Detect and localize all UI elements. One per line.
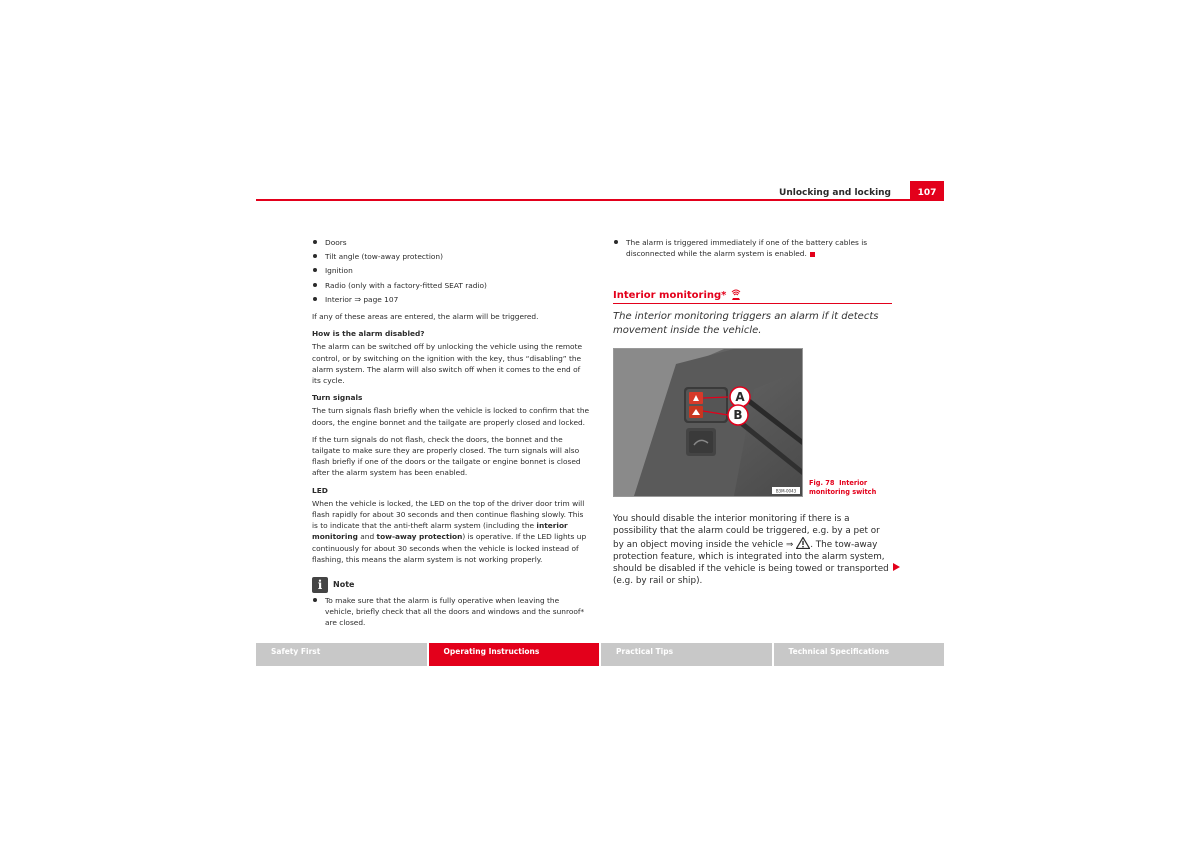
interior-monitoring-body: You should disable the interior monitoring if there is a possibility that the alarm could be triggered, e.g. by a pet or by an object moving inside the vehicle ⇒ . The tow-away protection feature, which is integrated into the alarm system, should be disabled if the vehicle is being towed or transported (e.g. by rail or ship). bbox=[613, 514, 889, 587]
turn-signals-heading: Turn signals bbox=[312, 393, 363, 403]
battery-note-list bbox=[613, 237, 893, 259]
turn-signals-text-2: If the turn signals do not flash, check the doors, the bonnet and the tailgate to make sure they are properly closed. The turn signals will also flash briefly if one of the doors or the tailgate or engine bonnet is closed after the alarm system has been enabled. bbox=[312, 434, 581, 478]
tab-operating-instructions[interactable]: Operating Instructions bbox=[429, 643, 600, 666]
interior-monitoring-switch-photo bbox=[613, 348, 803, 497]
figure-illustration bbox=[614, 349, 802, 496]
note-list bbox=[312, 595, 590, 629]
right-column-top bbox=[613, 237, 893, 265]
left-column bbox=[312, 237, 590, 635]
callout-b: B bbox=[733, 408, 743, 422]
callout-a: A bbox=[735, 390, 745, 404]
continue-arrow-icon[interactable] bbox=[893, 563, 900, 571]
info-icon: i bbox=[312, 577, 328, 593]
figure-caption bbox=[809, 479, 889, 496]
figure-caption-text: Interior monitoring switch bbox=[809, 479, 877, 496]
tab-technical-specifications[interactable]: Technical Specifications bbox=[774, 643, 945, 666]
warning-triangle-icon[interactable] bbox=[796, 537, 810, 549]
list-item: Ignition bbox=[312, 265, 590, 276]
monitored-areas-list bbox=[312, 237, 590, 305]
running-header-title: Unlocking and locking bbox=[779, 188, 891, 198]
interior-monitoring-icon bbox=[730, 289, 742, 301]
note-title: Note bbox=[333, 580, 355, 590]
header-rule bbox=[256, 199, 944, 201]
led-text: When the vehicle is locked, the LED on the top of the driver door trim will flash rapidly for about 30 seconds and then continue flashing slowly. This is to indicate that the anti-theft alarm system (including the interior monitoring and tow-away protection) is operative. If the LED lights up continuously for about 30 seconds when the vehicle is locked instead of flashing, this means the alarm system is not working properly. bbox=[312, 498, 587, 564]
page-reference-link[interactable]: page 107 bbox=[361, 294, 399, 304]
turn-signals-text-1: The turn signals flash briefly when the vehicle is locked to confirm that the doors, the engine bonnet and the tailgate are properly closed and locked. bbox=[312, 406, 590, 427]
end-of-section-icon bbox=[810, 252, 815, 257]
list-item: To make sure that the alarm is fully operative when leaving the vehicle, briefly check that all the doors and windows and the sunroof* are closed. bbox=[312, 595, 590, 629]
figure-code: B3M-0043 bbox=[775, 488, 797, 494]
page-number: 107 bbox=[910, 181, 944, 201]
note-header bbox=[312, 577, 590, 593]
list-item: The alarm is triggered immediately if one of the battery cables is disconnected while the alarm system is enabled. bbox=[613, 237, 893, 259]
disable-text: The alarm can be switched off by unlocking the vehicle using the remote control, or by switching on the ignition with the key, thus “disabling” the alarm system. The alarm will also switch off when it comes to the end of its cycle. bbox=[312, 342, 583, 386]
list-item: Radio (only with a factory-fitted SEAT radio) bbox=[312, 280, 590, 291]
arrow-icon: ⇒ bbox=[786, 540, 794, 551]
section-title: Interior monitoring* bbox=[613, 289, 892, 304]
section-tabs bbox=[256, 643, 944, 666]
tab-safety-first[interactable]: Safety First bbox=[256, 643, 427, 666]
list-item: Doors bbox=[312, 237, 590, 248]
section-lead: The interior monitoring triggers an alarm if it detects movement inside the vehicle. bbox=[613, 311, 879, 336]
list-item: Tilt angle (tow-away protection) bbox=[312, 251, 590, 262]
led-heading: LED bbox=[312, 485, 328, 495]
figure-number: Fig. 78 bbox=[809, 479, 835, 487]
list-item-interior: Interior ⇒ page 107 bbox=[312, 294, 590, 305]
tab-practical-tips[interactable]: Practical Tips bbox=[601, 643, 772, 666]
areas-entered-text: If any of these areas are entered, the alarm will be triggered. bbox=[312, 312, 539, 322]
arrow-icon: ⇒ bbox=[354, 294, 362, 304]
disable-heading: How is the alarm disabled? bbox=[312, 329, 425, 339]
